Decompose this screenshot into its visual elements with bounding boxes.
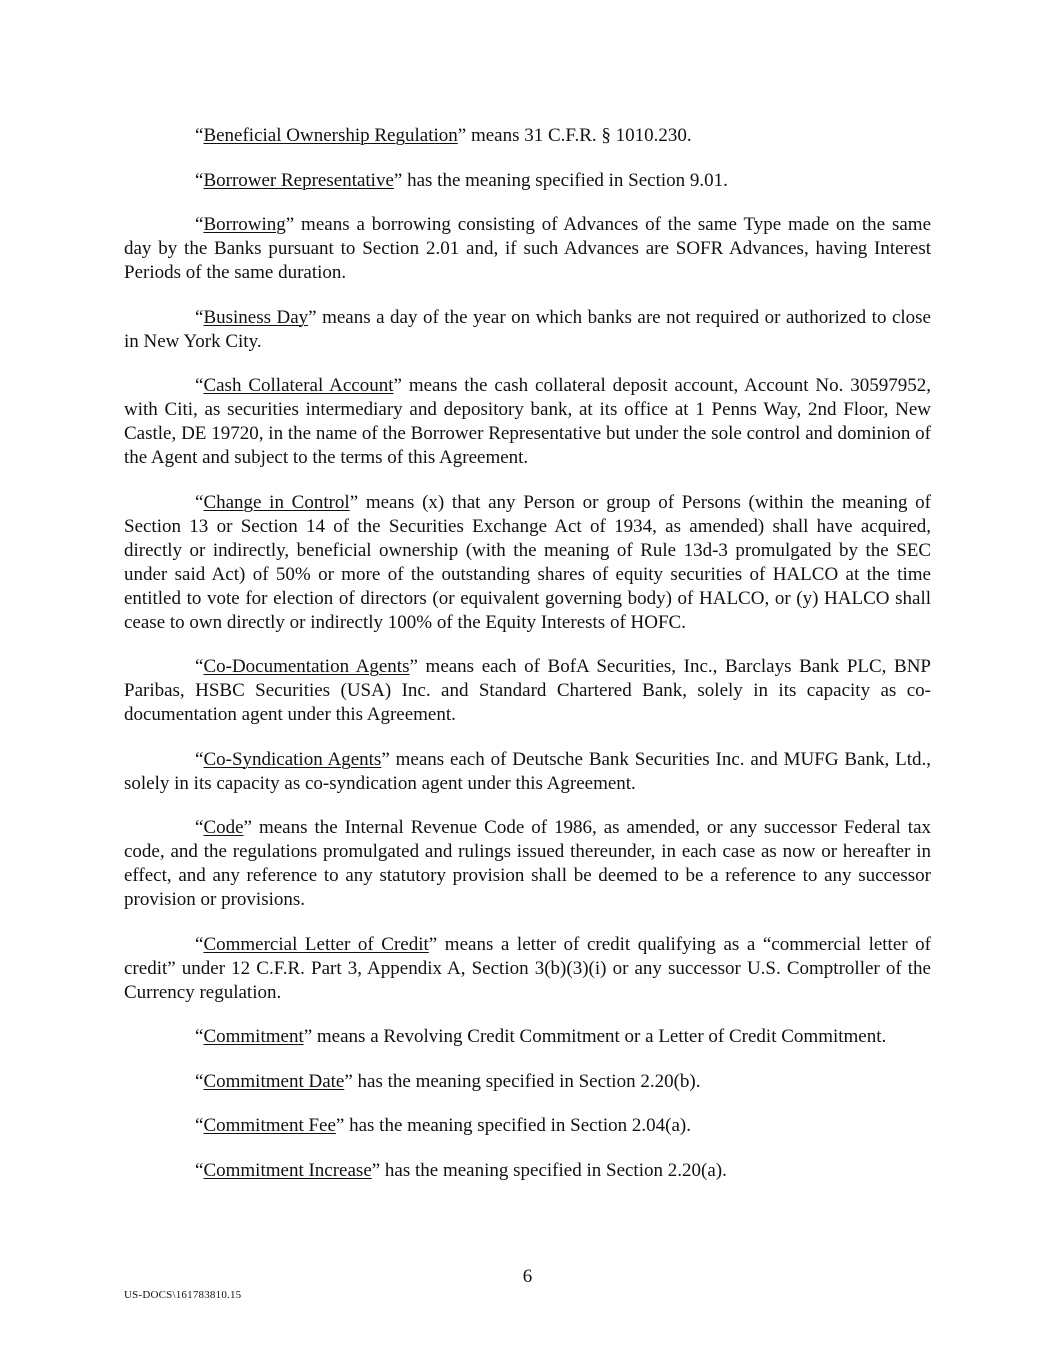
defined-term: Borrowing	[203, 214, 286, 235]
defined-term: Beneficial Ownership Regulation	[203, 125, 458, 146]
definition-text: ” means a Revolving Credit Commitment or a Letter of Credit Commitment.	[303, 1026, 887, 1047]
definition-paragraph: “Business Day” means a day of the year on which banks are not required or authorized to close in New York City.	[124, 306, 931, 352]
defined-term: Commitment Fee	[203, 1115, 336, 1136]
page-number: 6	[522, 1266, 533, 1287]
definition-text: ” has the meaning specified in Section 2.20(a).	[371, 1159, 727, 1181]
definition-paragraph: “Borrower Representative” has the meaning specified in Section 9.01.	[195, 169, 728, 191]
definition-paragraph: “Commitment Fee” has the meaning specified in Section 2.04(a).	[195, 1115, 691, 1136]
definition-text: ” means the cash collateral deposit account, Account No. 30597952, with Citi, as securities intermediary and depository bank, at its office at 1 Penns Way, 2nd Floor, New Castle, DE 19720, in the name of the Borrower Representative but under the sole control and dominion of the Agent and subject to the terms of this Agreement.	[124, 375, 931, 468]
document-id-footer: US-DOCS\161783810.15	[124, 1289, 242, 1301]
definition-paragraph: “Beneficial Ownership Regulation” means 31 C.F.R. § 1010.230.	[195, 125, 692, 146]
definition-paragraph: “Cash Collateral Account” means the cash collateral deposit account, Account No. 30597952, with Citi, as securities intermediary and depository bank, at its office at 1 Penns Way, 2nd Floor, New Castle, DE 19720, in the name of the Borrower Representative but under the sole control and dominion of the Agent and subject to the terms of this Agreement.	[124, 375, 931, 468]
definition-text: ” means the Internal Revenue Code of 1986, as amended, or any successor Federal tax code, and the regulations promulgated and rulings issued thereunder, in each case as now or hereafter in effect, and any reference to any statutory provision shall be deemed to be a reference to any successor provision or provisions.	[124, 817, 931, 910]
definition-text: ” has the meaning specified in Section 9.01.	[393, 169, 728, 191]
definitions-list	[124, 124, 931, 1203]
defined-term: Commitment	[203, 1026, 304, 1047]
definition-paragraph: “Borrowing” means a borrowing consisting of Advances of the same Type made on the same day by the Banks pursuant to Section 2.01 and, if such Advances are SOFR Advances, having Interest Periods of the same duration.	[124, 214, 931, 283]
definition-paragraph: “Code” means the Internal Revenue Code of 1986, as amended, or any successor Federal tax code, and the regulations promulgated and rulings issued thereunder, in each case as now or hereafter in effect, and any reference to any statutory provision shall be deemed to be a reference to any successor provision or provisions.	[124, 817, 931, 910]
defined-term: Commitment Date	[203, 1070, 345, 1092]
defined-term: Commitment Increase	[203, 1159, 372, 1181]
definition-text: ” means a day of the year on which banks are not required or authorized to close in New York City.	[124, 306, 931, 352]
definition-text: ” means a letter of credit qualifying as a “commercial letter of credit” under 12 C.F.R. Part 3, Appendix A, Section 3(b)(3)(i) or any successor U.S. Comptroller of the Currency regulation.	[124, 933, 932, 1003]
defined-term: Change in Control	[203, 491, 350, 513]
definition-paragraph: “Commercial Letter of Credit” means a letter of credit qualifying as a “commercial letter of credit” under 12 C.F.R. Part 3, Appendix A, Section 3(b)(3)(i) or any successor U.S. Comptroller of the Currency regulation.	[124, 933, 932, 1003]
definition-paragraph: “Co-Syndication Agents” means each of Deutsche Bank Securities Inc. and MUFG Bank, Ltd., solely in its capacity as co-syndication agent under this Agreement.	[124, 748, 931, 794]
definition-text: ” means 31 C.F.R. § 1010.230.	[457, 125, 692, 146]
definition-text: ” has the meaning specified in Section 2.04(a).	[335, 1115, 691, 1136]
definition-paragraph: “Commitment Date” has the meaning specified in Section 2.20(b).	[195, 1070, 701, 1092]
definition-paragraph: “Commitment” means a Revolving Credit Commitment or a Letter of Credit Commitment.	[195, 1026, 887, 1047]
definition-paragraph: “Change in Control” means (x) that any Person or group of Persons (within the meaning of Section 13 or Section 14 of the Securities Exchange Act of 1934, as amended) shall have acquired, directly or indirectly, beneficial ownership (with the meaning of Rule 13d-3 promulgated by the SEC under said Act) of 50% or more of the outstanding shares of equity securities of HALCO at the time entitled to vote for election of directors (or equivalent governing body) of HALCO, or (y) HALCO shall cease to own directly or indirectly 100% of the Equity Interests of HOFC.	[124, 491, 931, 633]
definition-text: ” means each of Deutsche Bank Securities Inc. and MUFG Bank, Ltd., solely in its capacity as co-syndication agent under this Agreement.	[124, 748, 931, 794]
definition-text: ” means each of BofA Securities, Inc., Barclays Bank PLC, BNP Paribas, HSBC Securities (USA) Inc. and Standard Chartered Bank, solely in its capacity as co-documentation agent under this Agreement.	[124, 656, 932, 725]
definition-text: ” means a borrowing consisting of Advances of the same Type made on the same day by the Banks pursuant to Section 2.01 and, if such Advances are SOFR Advances, having Interest Periods of the same duration.	[124, 214, 931, 283]
definition-paragraph: “Co-Documentation Agents” means each of BofA Securities, Inc., Barclays Bank PLC, BNP Paribas, HSBC Securities (USA) Inc. and Standard Chartered Bank, solely in its capacity as co-documentation agent under this Agreement.	[124, 656, 932, 725]
defined-term: Cash Collateral Account	[203, 375, 394, 396]
definition-text: ” means (x) that any Person or group of Persons (within the meaning of Section 13 or Section 14 of the Securities Exchange Act of 1934, as amended) shall have acquired, directly or indirectly, beneficial ownership (with the meaning of Rule 13d-3 promulgated by the SEC under said Act) of 50% or more of the outstanding shares of equity securities of HALCO at the time entitled to vote for election of directors (or equivalent governing body) of HALCO, or (y) HALCO shall cease to own directly or indirectly 100% of the Equity Interests of HOFC.	[124, 491, 931, 633]
defined-term: Co-Documentation Agents	[203, 656, 410, 677]
definition-text: ” has the meaning specified in Section 2.20(b).	[344, 1070, 701, 1092]
defined-term: Code	[203, 817, 244, 838]
defined-term: Co-Syndication Agents	[203, 748, 382, 770]
defined-term: Borrower Representative	[203, 169, 394, 191]
defined-term: Business Day	[203, 306, 309, 328]
definition-paragraph: “Commitment Increase” has the meaning specified in Section 2.20(a).	[195, 1159, 727, 1181]
defined-term: Commercial Letter of Credit	[203, 933, 429, 955]
